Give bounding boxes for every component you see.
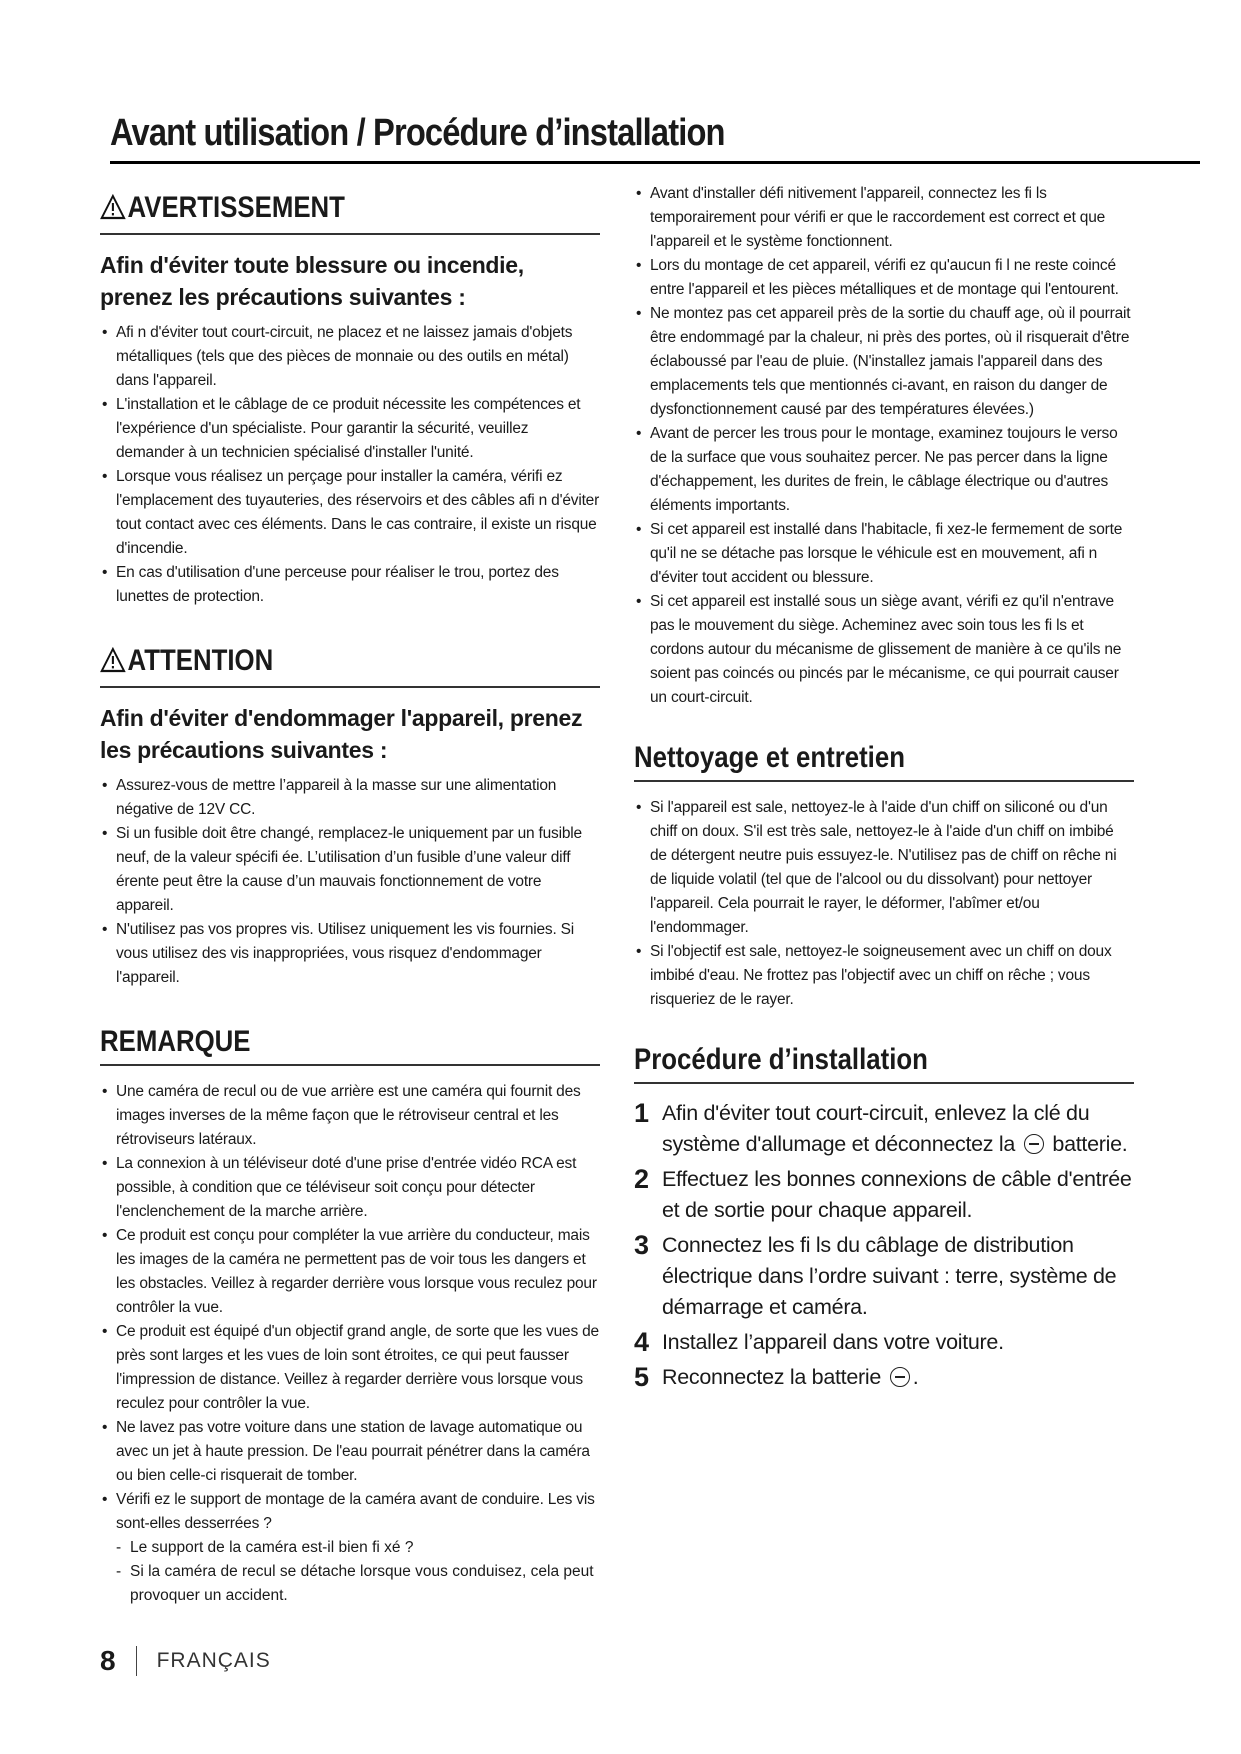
attention-rule bbox=[100, 686, 600, 688]
warning-heading bbox=[100, 190, 530, 229]
attention-list bbox=[100, 774, 600, 990]
language-label: FRANÇAIS bbox=[156, 1649, 271, 1672]
step-number: 4 bbox=[634, 1327, 649, 1357]
footer-separator bbox=[136, 1646, 137, 1676]
procedure-step bbox=[634, 1362, 1134, 1393]
left-column bbox=[100, 190, 600, 1608]
list-item: • N'utilisez pas vos propres vis. Utilisez uniquement les vis fournies. Si vous utilisez des vis inappropriées, vous risquez d'endommager l'appareil. bbox=[100, 918, 600, 990]
attention-heading bbox=[100, 643, 530, 682]
negative-terminal-icon bbox=[890, 1367, 910, 1387]
list-item: • Assurez-vous de mettre l’appareil à la masse sur une alimentation négative de 12V CC. bbox=[100, 774, 600, 822]
remarque-sublist bbox=[114, 1536, 600, 1608]
remarque-list bbox=[100, 1080, 600, 1536]
step-text: Installez l’appareil dans votre voiture. bbox=[662, 1330, 1004, 1354]
remarque-section bbox=[100, 1024, 600, 1608]
list-item: • Ne lavez pas votre voiture dans une station de lavage automatique ou avec un jet à haute pression. De l'eau pourrait pénétrer dans la caméra ou bien celle-ci risquerait de tomber. bbox=[100, 1416, 600, 1488]
cleaning-section bbox=[634, 740, 1134, 1012]
list-item: • Lors du montage de cet appareil, vérifi ez qu'aucun fi l ne reste coincé entre l'appareil et les pièces métalliques et de montage qui l'entourent. bbox=[634, 254, 1134, 302]
attention-section bbox=[100, 643, 600, 990]
list-item: • En cas d'utilisation d'une perceuse pour réaliser le trou, portez des lunettes de protection. bbox=[100, 561, 600, 609]
list-item: • Afi n d'éviter tout court-circuit, ne placez et ne laissez jamais d'objets métalliques (tels que des pièces de monnaie ou des outils en métal) dans l'appareil. bbox=[100, 321, 600, 393]
sub-list-item: - Si la caméra de recul se détache lorsque vous conduisez, cela peut provoquer un accident. bbox=[114, 1560, 600, 1608]
warning-lead: Afin d'éviter toute blessure ou incendie, prenez les précautions suivantes : bbox=[100, 252, 524, 310]
page-footer bbox=[100, 1645, 271, 1677]
list-item: • Si l'objectif est sale, nettoyez-le soigneusement avec un chiff on doux imbibé d'eau. Ne frottez pas l'objectif avec un chiff on rêche ; vous risqueriez de le rayer. bbox=[634, 940, 1134, 1012]
list-item: • Vérifi ez le support de montage de la caméra avant de conduire. Les vis sont-elles desserrées ? bbox=[100, 1488, 600, 1536]
step-number: 2 bbox=[634, 1164, 649, 1194]
list-item: • Ce produit est équipé d'un objectif grand angle, de sorte que les vues de près sont larges et les vues de loin sont étroites, ce qui peut fausser l'impression de distance. Veillez à regarder derrière vous lorsque vous reculez pour contrôler la vue. bbox=[100, 1320, 600, 1416]
warning-rule bbox=[100, 233, 600, 235]
cleaning-heading: Nettoyage et entretien bbox=[634, 741, 905, 774]
procedure-step bbox=[634, 1327, 1134, 1358]
procedure-heading: Procédure d’installation bbox=[634, 1043, 928, 1076]
page-title: Avant utilisation / Procédure d’installation bbox=[110, 112, 725, 154]
list-item: • La connexion à un téléviseur doté d'une prise d'entrée vidéo RCA est possible, à condition que ce téléviseur soit conçu pour détecter l'enclenchement de la marche arrière. bbox=[100, 1152, 600, 1224]
list-item: • Si cet appareil est installé dans l'habitacle, fi xez-le fermement de sorte qu'il ne se détache pas lorsque le véhicule est en mouvement, afi n d'éviter tout accident ou blessure. bbox=[634, 518, 1134, 590]
list-item: • L'installation et le câblage de ce produit nécessite les compétences et l'expérience d'un spécialiste. Pour garantir la sécurité, veuillez demander à un technicien spécialisé d'installer l'unité. bbox=[100, 393, 600, 465]
step-number: 3 bbox=[634, 1230, 649, 1260]
list-item: • Lorsque vous réalisez un perçage pour installer la caméra, vérifi ez l'emplacement des tuyauteries, des réservoirs et des câbles afi n d'éviter tout contact avec ces éléments. Dans le cas contraire, il existe un risque d'incendie. bbox=[100, 465, 600, 561]
list-item: • Ne montez pas cet appareil près de la sortie du chauff age, où il pourrait être endommagé par la chaleur, ni près des portes, où il risquerait d'être éclaboussé par l'eau de pluie. (N'installez jamais l'appareil dans des emplacements tels que mentionnés ci-avant, en raison du danger de dysfonctionnement causé par des températures élevées.) bbox=[634, 302, 1134, 422]
step-text: Reconnectez la batterie . bbox=[662, 1365, 919, 1389]
procedure-step bbox=[634, 1098, 1134, 1160]
list-item: • Si un fusible doit être changé, remplacez-le uniquement par un fusible neuf, de la valeur spécifi ée. L’utilisation d’un fusible d’une valeur diff érente peut être la cause d’un mauvais fonctionnement de votre appareil. bbox=[100, 822, 600, 918]
remarque-rule bbox=[100, 1064, 600, 1066]
warning-heading-text: AVERTISSEMENT bbox=[127, 191, 345, 224]
warning-list bbox=[100, 321, 600, 609]
attention-heading-text: ATTENTION bbox=[127, 644, 274, 677]
list-item: • Une caméra de recul ou de vue arrière est une caméra qui fournit des images inverses de la même façon que le rétroviseur central et les rétroviseurs latéraux. bbox=[100, 1080, 600, 1152]
cleaning-rule bbox=[634, 780, 1134, 782]
procedure-step bbox=[634, 1164, 1134, 1226]
list-item: • Ce produit est conçu pour compléter la vue arrière du conducteur, mais les images de la caméra ne permettent pas de voir tous les dangers et les obstacles. Veillez à regarder derrière vous lorsque vous reculez pour contrôler la vue. bbox=[100, 1224, 600, 1320]
negative-terminal-icon bbox=[1024, 1134, 1044, 1154]
list-item: • Si cet appareil est installé sous un siège avant, vérifi ez qu'il n'entrave pas le mouvement du siège. Acheminez avec soin tous les fi ls et cordons autour du mécanisme de glissement de manière à ce qu'ils ne soient pas coincés ou pincés par le mécanisme, ce qui pourrait causer un court-circuit. bbox=[634, 590, 1134, 710]
right-warning-list bbox=[634, 182, 1134, 710]
warning-triangle-icon bbox=[100, 646, 126, 682]
right-column bbox=[634, 182, 1134, 1397]
warning-section bbox=[100, 190, 600, 609]
procedure-rule bbox=[634, 1082, 1134, 1084]
warning-triangle-icon bbox=[100, 193, 126, 229]
cleaning-list bbox=[634, 796, 1134, 1012]
step-number: 1 bbox=[634, 1098, 649, 1128]
sub-list-item: - Le support de la caméra est-il bien fi xé ? bbox=[114, 1536, 600, 1560]
procedure-steps bbox=[634, 1098, 1134, 1393]
step-text: Afin d'éviter tout court-circuit, enlevez la clé du système d'allumage et déconnectez la batterie. bbox=[662, 1101, 1128, 1156]
procedure-step bbox=[634, 1230, 1134, 1323]
step-text: Connectez les fi ls du câblage de distribution électrique dans l’ordre suivant : terre, système de démarrage et caméra. bbox=[662, 1233, 1117, 1319]
procedure-section bbox=[634, 1042, 1134, 1393]
remarque-heading: REMARQUE bbox=[100, 1025, 251, 1058]
list-item: • Si l'appareil est sale, nettoyez-le à l'aide d'un chiff on siliconé ou d'un chiff on doux. S'il est très sale, nettoyez-le à l'aide d'un chiff on imbibé de détergent neutre puis essuyez-le. N'utilisez pas de chiff on rêche ni de liquide volatil (tel que de l'alcool ou du dissolvant) pour nettoyer l'appareil. Cela pourrait le rayer, le déformer, l'abîmer et/ou l'endommager. bbox=[634, 796, 1134, 940]
step-number: 5 bbox=[634, 1362, 649, 1392]
step-text: Effectuez les bonnes connexions de câble d'entrée et de sortie pour chaque appareil. bbox=[662, 1167, 1132, 1222]
attention-lead: Afin d'éviter d'endommager l'appareil, prenez les précautions suivantes : bbox=[100, 705, 583, 763]
page-number: 8 bbox=[100, 1645, 116, 1676]
list-item: • Avant de percer les trous pour le montage, examinez toujours le verso de la surface que vous souhaitez percer. Ne pas percer dans la ligne d'échappement, les durites de frein, le câblage électrique ou d'autres éléments importants. bbox=[634, 422, 1134, 518]
title-rule bbox=[110, 161, 1200, 164]
list-item: • Avant d'installer défi nitivement l'appareil, connectez les fi ls temporairement pour vérifi er que le raccordement est correct et que l'appareil et le système fonctionnent. bbox=[634, 182, 1134, 254]
